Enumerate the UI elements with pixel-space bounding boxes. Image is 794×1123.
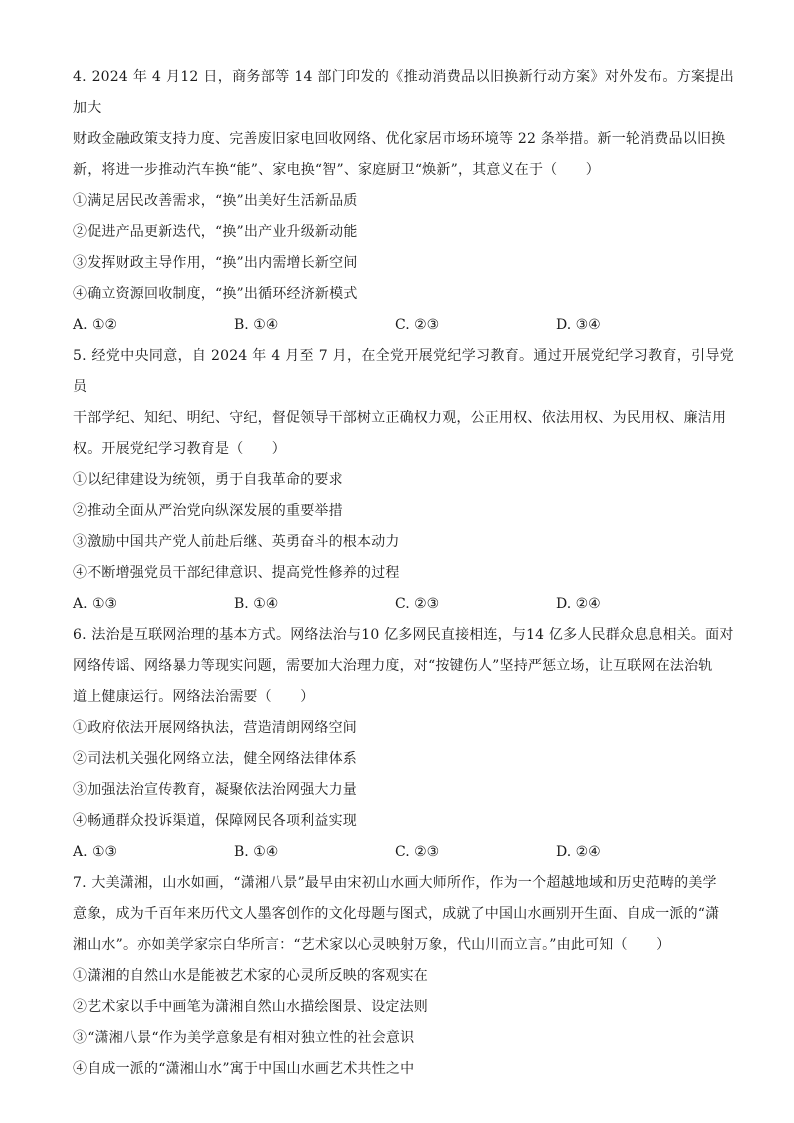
option-d: D. ②④ bbox=[556, 596, 601, 612]
question-stem-line: 财政金融政策支持力度、完善废旧家电回收网络、优化家居市场环境等 22 条举措。新一轮消费品以旧换 bbox=[73, 131, 726, 147]
option-b: B. ①④ bbox=[234, 317, 279, 333]
statement-3: ③加强法治宣传教育，凝聚依法治网强大力量 bbox=[73, 782, 357, 798]
option-d: D. ②④ bbox=[556, 844, 601, 860]
statement-2: ②司法机关强化网络立法，健全网络法律体系 bbox=[73, 751, 357, 767]
statement-4: ④畅通群众投诉渠道，保障网民各项利益实现 bbox=[73, 813, 357, 829]
statement-2: ②艺术家以手中画笔为潇湘自然山水描绘图景、设定法则 bbox=[73, 999, 428, 1015]
option-d: D. ③④ bbox=[556, 317, 601, 333]
option-a: A. ①③ bbox=[73, 844, 118, 860]
question-4 bbox=[73, 62, 734, 341]
statement-3: ③激励中国共产党人前赴后继、英勇奋斗的根本动力 bbox=[73, 534, 400, 550]
question-6 bbox=[73, 620, 734, 868]
question-stem-line: 5. 经党中央同意，自 2024 年 4 月至 7 月，在全党开展党纪学习教育。通过开展党纪学习教育，引导党员 bbox=[73, 348, 734, 395]
question-stem-line: 新，将进一步推动汽车换“能”、家电换“智”、家庭厨卫“焕新”，其意义在于（ ） bbox=[73, 162, 600, 178]
statement-1: ①满足居民改善需求，“换”出美好生活新品质 bbox=[73, 193, 358, 209]
question-stem-line: 意象，成为千百年来历代文人墨客创作的文化母题与图式，成就了中国山水画别开生面、自成一派的“潇 bbox=[73, 906, 720, 922]
statement-1: ①潇湘的自然山水是能被艺术家的心灵所反映的客观实在 bbox=[73, 968, 428, 984]
answer-options bbox=[73, 589, 734, 620]
question-stem-line: 7. 大美潇湘，山水如画，“潇湘八景”最早由宋初山水画大师所作，作为一个超越地域和历史范畴的美学 bbox=[73, 875, 717, 891]
question-stem-line: 4. 2024 年 4 月12 日，商务部等 14 部门印发的《推动消费品以旧换新行动方案》对外发布。方案提出加大 bbox=[73, 69, 734, 116]
option-b: B. ①④ bbox=[234, 844, 279, 860]
option-b: B. ①④ bbox=[234, 596, 279, 612]
statement-4: ④自成一派的“潇湘山水”寓于中国山水画艺术共性之中 bbox=[73, 1061, 415, 1077]
question-stem-line: 权。开展党纪学习教育是（ ） bbox=[73, 441, 286, 457]
statement-1: ①政府依法开展网络执法，营造清朗网络空间 bbox=[73, 720, 357, 736]
question-stem-line: 湘山水”。亦如美学家宗白华所言：“艺术家以心灵映射万象，代山川而立言。”由此可知（ ） bbox=[73, 937, 671, 953]
statement-2: ②推动全面从严治党向纵深发展的重要举措 bbox=[73, 503, 343, 519]
option-c: C. ②③ bbox=[395, 596, 440, 612]
answer-options bbox=[73, 837, 734, 868]
statement-1: ①以纪律建设为统领，勇于自我革命的要求 bbox=[73, 472, 343, 488]
question-stem-line: 道上健康运行。网络法治需要（ ） bbox=[73, 689, 315, 705]
statement-4: ④确立资源回收制度，“换”出循环经济新模式 bbox=[73, 286, 358, 302]
option-c: C. ②③ bbox=[395, 317, 440, 333]
question-7 bbox=[73, 868, 734, 1085]
statement-4: ④不断增强党员干部纪律意识、提高党性修养的过程 bbox=[73, 565, 400, 581]
question-stem-line: 网络传谣、网络暴力等现实问题，需要加大治理力度，对“按键伤人”坚持严惩立场，让互联网在法治轨 bbox=[73, 658, 713, 674]
option-c: C. ②③ bbox=[395, 844, 440, 860]
statement-3: ③发挥财政主导作用，“换”出内需增长新空间 bbox=[73, 255, 358, 271]
question-stem-line: 6. 法治是互联网治理的基本方式。网络法治与10 亿多网民直接相连，与14 亿多人民群众息息相关。面对 bbox=[73, 627, 734, 643]
option-a: A. ①② bbox=[73, 317, 118, 333]
question-stem-line: 干部学纪、知纪、明纪、守纪，督促领导干部树立正确权力观，公正用权、依法用权、为民用权、廉洁用 bbox=[73, 410, 727, 426]
question-5 bbox=[73, 341, 734, 620]
statement-2: ②促进产品更新迭代，“换”出产业升级新动能 bbox=[73, 224, 358, 240]
answer-options bbox=[73, 310, 734, 341]
statement-3: ③“潇湘八景“作为美学意象是有相对独立性的社会意识 bbox=[73, 1030, 415, 1046]
option-a: A. ①③ bbox=[73, 596, 118, 612]
